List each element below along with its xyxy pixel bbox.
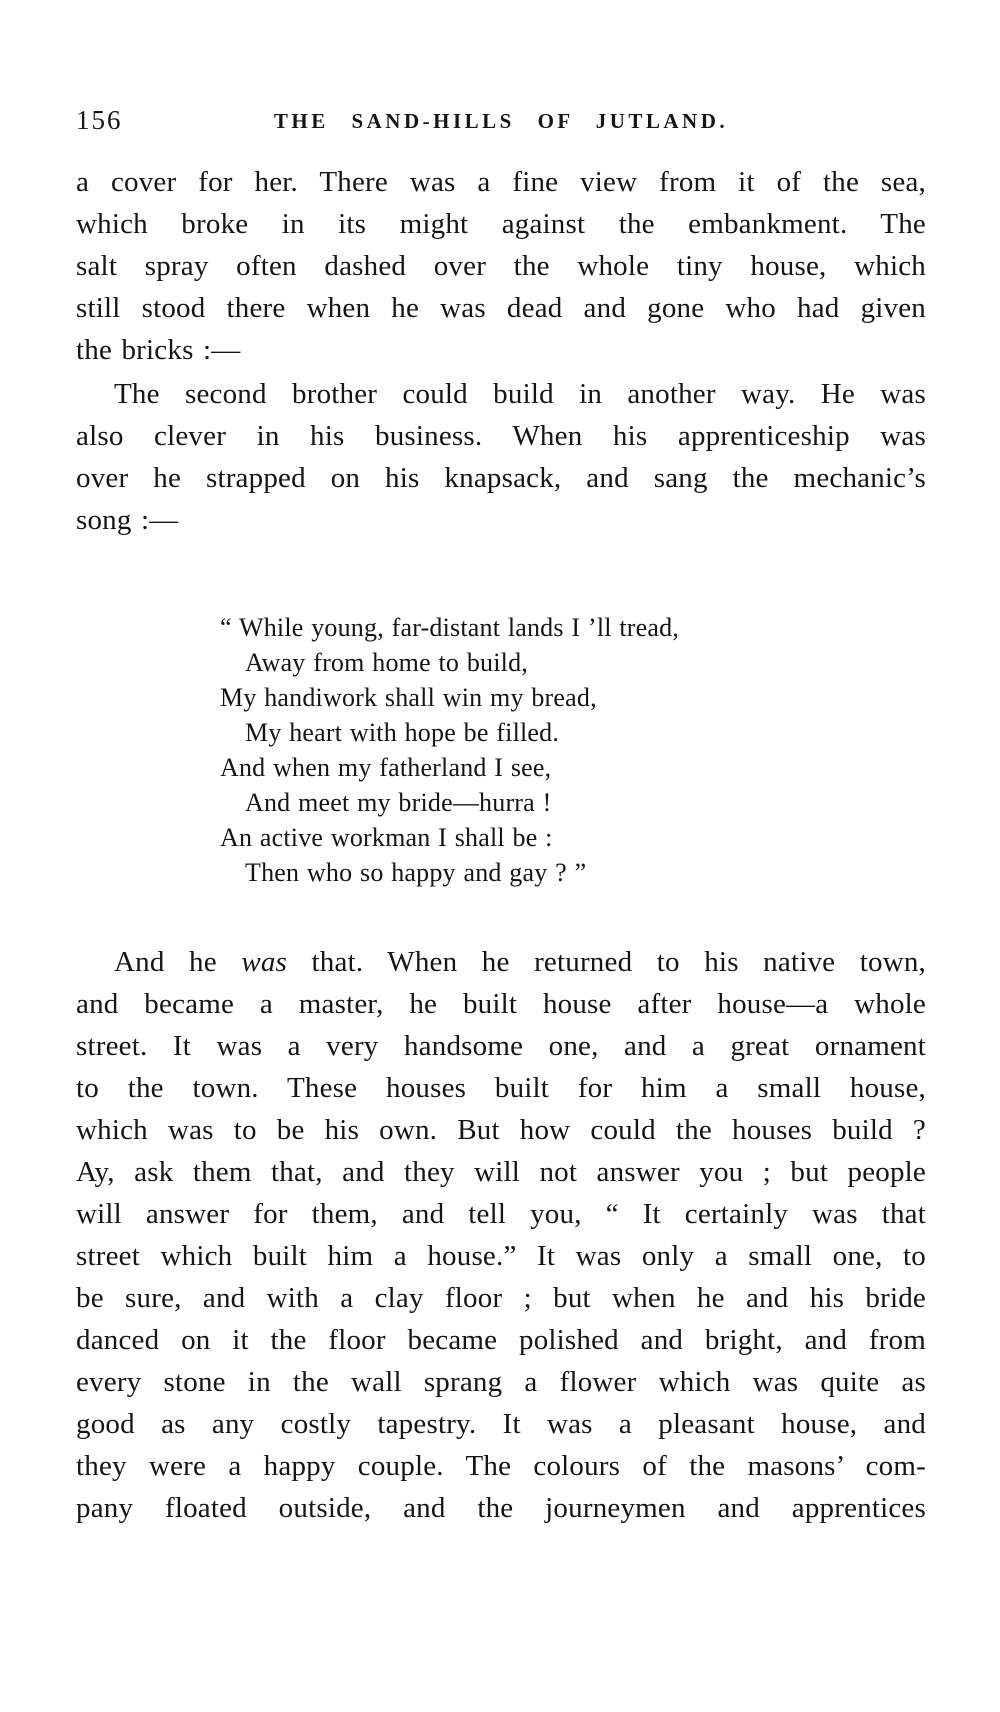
text-line: Ay, ask them that, and they will not answer you ; but people <box>76 1156 926 1188</box>
verse-line: My handiwork shall win my bread, <box>220 683 597 712</box>
verse-line: Then who so happy and gay ? ” <box>245 858 587 887</box>
verse-line: “ While young, far-distant lands I ’ll tread, <box>220 613 680 642</box>
text-line: danced on it the floor became polished and bright, and from <box>76 1324 926 1356</box>
paragraph-2 <box>76 373 926 541</box>
paragraph-3 <box>76 941 926 1529</box>
verse-line: And meet my bride—hurra ! <box>245 788 552 817</box>
text-line: will answer for them, and tell you, “ It certainly was that <box>76 1198 926 1230</box>
running-title: THE SAND-HILLS OF JUTLAND. <box>273 109 729 133</box>
page-header <box>76 103 926 137</box>
text-line: every stone in the wall sprang a flower which was quite as <box>76 1366 926 1398</box>
text-segment: that. When he returned to his native town, <box>287 946 926 978</box>
text-line: which broke in its might against the embankment. The <box>76 208 926 240</box>
verse-line: An active workman I shall be : <box>220 823 553 852</box>
verse-line: And when my fatherland I see, <box>220 753 552 782</box>
verse-line: Away from home to build, <box>245 648 528 677</box>
text-segment: And he <box>114 946 242 978</box>
text-line: street which built him a house.” It was only a small one, to <box>76 1240 926 1272</box>
text-line: be sure, and with a clay floor ; but when he and his bride <box>76 1282 926 1314</box>
text-line: pany floated outside, and the journeymen and apprentices <box>76 1492 926 1524</box>
text-line: a cover for her. There was a fine view from it of the sea, <box>76 166 926 198</box>
text-line: the bricks :— <box>76 334 241 366</box>
text-line <box>76 941 926 983</box>
text-line: and became a master, he built house after house—a whole <box>76 988 926 1020</box>
text-line: over he strapped on his knapsack, and sang the mechanic’s <box>76 462 926 494</box>
text-line: still stood there when he was dead and gone who had given <box>76 292 926 324</box>
text-line: to the town. These houses built for him a small house, <box>76 1072 926 1104</box>
text-line: song :— <box>76 504 179 536</box>
text-line: good as any costly tapestry. It was a pleasant house, and <box>76 1408 926 1440</box>
verse-line: My heart with hope be filled. <box>245 718 560 747</box>
text-line: street. It was a very handsome one, and a great ornament <box>76 1030 926 1062</box>
paragraph-1 <box>76 161 926 371</box>
page-number: 156 <box>76 105 123 135</box>
text-line: The second brother could build in another way. He was <box>114 378 926 410</box>
text-line: salt spray often dashed over the whole tiny house, which <box>76 250 926 282</box>
song-verse <box>220 610 840 890</box>
text-line: they were a happy couple. The colours of the masons’ com- <box>76 1450 926 1482</box>
text-line: also clever in his business. When his apprenticeship was <box>76 420 926 452</box>
text-segment-italic: was <box>241 946 288 978</box>
text-line: which was to be his own. But how could the houses build ? <box>76 1114 926 1146</box>
